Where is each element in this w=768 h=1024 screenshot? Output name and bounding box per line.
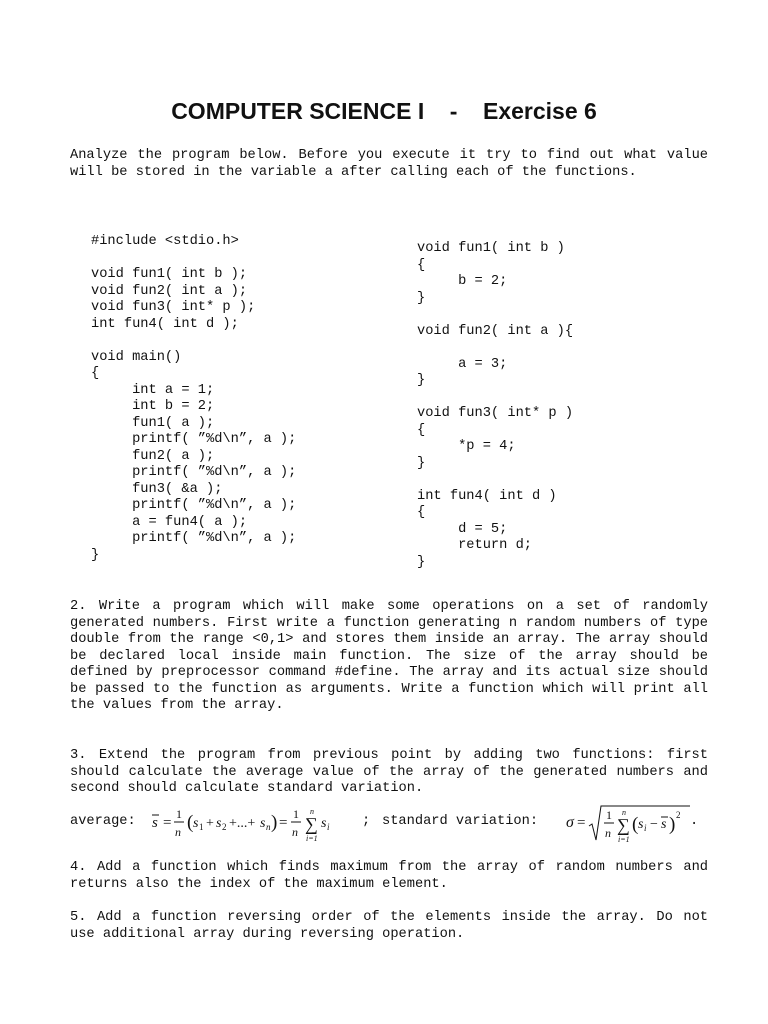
- svg-text:=: =: [577, 815, 586, 831]
- intro-paragraph: Analyze the program below. Before you execute it try to find out what value will be stored in the variable a after calling each of the functions.: [70, 148, 708, 180]
- svg-text:i: i: [644, 823, 647, 833]
- svg-text:1: 1: [176, 807, 182, 821]
- svg-text:): ): [669, 814, 676, 835]
- svg-text:=: =: [163, 815, 172, 831]
- svg-text:1: 1: [199, 822, 204, 832]
- svg-text:n: n: [292, 825, 298, 839]
- svg-text:): ): [271, 812, 278, 833]
- svg-text:s: s: [661, 817, 667, 832]
- stddev-label: standard variation:: [382, 814, 539, 829]
- task-4-paragraph: 4. Add a function which finds maximum from the array of random numbers and returns also the index of the maximum element.: [70, 860, 708, 892]
- task-5-paragraph: 5. Add a function reversing order of the elements inside the array. Do not use additional array during reversing operation.: [70, 910, 708, 942]
- page-title: COMPUTER SCIENCE I - Exercise 6: [171, 98, 597, 124]
- svg-text:n: n: [622, 808, 626, 817]
- svg-text:∑: ∑: [305, 814, 318, 834]
- code-block-main: #include <stdio.h> void fun1( int b ); void fun2( int a ); void fun3( int* p ); int fun4( int d ); void main() { int a = 1; int b = 2; fun1( a ); printf( ”%d\n”, a ); fun2( a ); printf( ”%d\n”, a ); fun3( &a ); printf( ”%d\n”, a ); a = fun4( a ); printf( ”%d\n”, a ); }: [91, 234, 297, 563]
- svg-text:∑: ∑: [617, 815, 630, 835]
- svg-text:s: s: [321, 816, 327, 831]
- svg-text:n: n: [310, 807, 314, 816]
- formula-line: [70, 806, 710, 848]
- code-block-functions: void fun1( int b ) { b = 2; } void fun2( int a ){ a = 3; } void fun3( int* p ) { *p = 4; } int fun4( int d ) { d = 5; return d; }: [417, 241, 574, 570]
- svg-text:+...+: +...+: [229, 816, 256, 831]
- svg-text:s: s: [260, 816, 266, 831]
- svg-text:n: n: [175, 825, 181, 839]
- svg-text:σ: σ: [566, 814, 574, 831]
- formula-separator: ;: [362, 814, 371, 829]
- svg-text:2: 2: [676, 810, 681, 820]
- svg-text:(: (: [632, 814, 639, 835]
- svg-text:n: n: [605, 826, 611, 840]
- svg-text:i: i: [327, 822, 330, 832]
- svg-text:1: 1: [606, 808, 612, 822]
- average-formula: [150, 806, 372, 848]
- svg-text:n: n: [266, 822, 271, 832]
- svg-text:i=1: i=1: [306, 834, 318, 843]
- svg-text:s: s: [216, 816, 222, 831]
- task-2-paragraph: 2. Write a program which will make some operations on a set of randomly generated numbers. First write a function generating n random numbers of type double from the range <0,1> and stores them inside an array. The array should be declared local inside main function. The size of the array should be defined by preprocessor command #define. The array and its actual size should be passed to the function as arguments. Write a function which will print all the values from the array.: [70, 599, 708, 713]
- svg-text:i=1: i=1: [618, 835, 630, 844]
- svg-text:−: −: [650, 817, 658, 832]
- svg-text:s: s: [193, 816, 199, 831]
- svg-text:s: s: [638, 817, 644, 832]
- stddev-formula: [564, 802, 694, 848]
- svg-text:2: 2: [222, 822, 227, 832]
- svg-text:+: +: [206, 816, 214, 831]
- svg-text:(: (: [187, 812, 194, 833]
- svg-text:s: s: [152, 815, 158, 831]
- svg-text:1: 1: [293, 807, 299, 821]
- svg-text:=: =: [279, 815, 288, 831]
- formula-end: .: [690, 814, 699, 829]
- task-3-paragraph: 3. Extend the program from previous point by adding two functions: first should calculate the average value of the array of the generated numbers and second should calculate standard variation.: [70, 748, 708, 796]
- average-label: average:: [70, 814, 136, 829]
